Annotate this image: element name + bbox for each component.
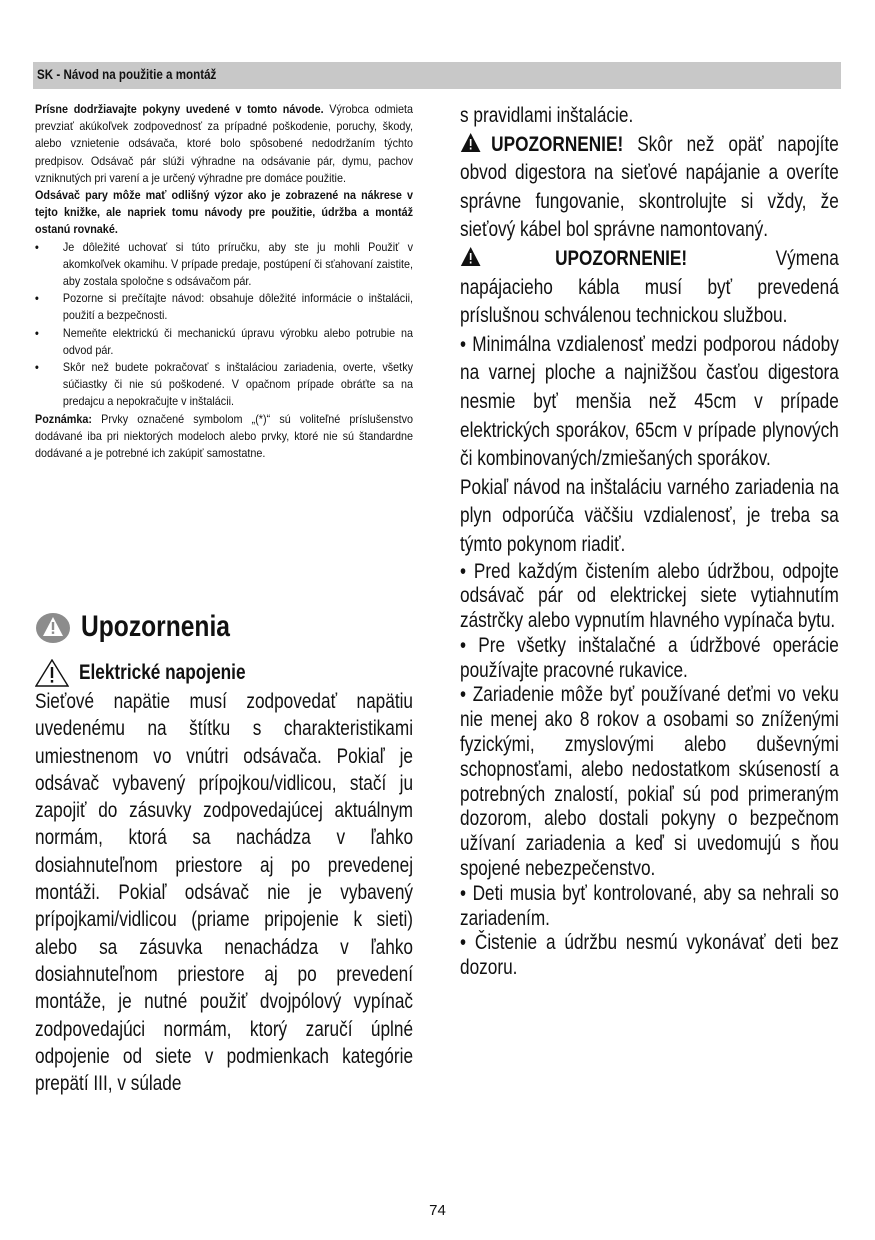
- warning-2: UPOZORNENIE! Výmena napájacieho kábla musí byť prevedená príslušnou schválenou technickou službou.: [460, 246, 839, 328]
- warning-icon: [460, 132, 481, 153]
- list-item: Pokiaľ návod na inštaláciu varného zariadenia na plyn odporúča väčšiu vzdialenosť, je treba sa týmto pokynom riadiť.: [460, 475, 839, 556]
- header-title: SK - Návod na použitie a montáž: [37, 67, 217, 82]
- intro-column: [35, 101, 413, 462]
- list-item: • Je dôležité uchovať si túto príručku, aby ste ju mohli Použiť v akomkoľvek okamihu. V prípade predaje, postúpení či sťahovaní zaistite, aby zostala spoločne s odsávačom pár.: [35, 239, 413, 291]
- intro-bullet-list: [35, 239, 413, 411]
- warning-circle-icon: [35, 610, 71, 646]
- list-item: • Minimálna vzdialenosť medzi podporou nádoby na varnej ploche a najnižšou časťou digestora nesmie byť menšia než 45cm v prípade elektrických sporákov, 65cm v prípade plynových či kombinovaných/zmiešaných sporákov.: [460, 332, 839, 471]
- list-item: • Pred každým čistením alebo údržbou, odpojte odsávač pár od elektrickej siete vytiahnutím zástrčky alebo vypnutím hlavného vypínača bytu.: [460, 559, 839, 633]
- warnings-heading: [35, 606, 413, 650]
- page-header: [33, 62, 841, 89]
- section-title: Upozornenia: [81, 610, 230, 643]
- list-item: • Pre všetky inštalačné a údržbové operácie používajte pracovné rukavice.: [460, 633, 839, 682]
- list-item: • Skôr než budete pokračovať s inštaláciou zariadenia, overte, všetky súčiastky či nie sú poškodené. V opačnom prípade obráťte sa na predajcu a nepokračujte v inštalácii.: [35, 359, 413, 411]
- continuation-text: s pravidlami inštalácie.: [460, 104, 634, 127]
- list-item: • Zariadenie môže byť používané deťmi vo veku nie menej ako 8 rokov a osobami so zníženými fyzickými, zmyslovými alebo duševnými schopnosťami, alebo nedostatkom skúseností a potrebných znalostí, pokiaľ sú pod primeraným dozorom, alebo dostali pokyny o bezpečnom užívaní zariadenia a keď si uvedomujú s ňou spojené nebezpečenstvo.: [460, 683, 839, 881]
- electrical-heading: [35, 659, 413, 689]
- warning-triangle-icon: [35, 659, 69, 687]
- right-column: [460, 102, 875, 981]
- subsection-title: Elektrické napojenie: [79, 661, 246, 684]
- electrical-body-text: Sieťové napätie musí zodpovedať napätiu uvedenému na štítku s charakteristikami umiestnenom vo vnútri odsávača. Pokiaľ je odsávač vybavený prípojkou/vidlicou, stačí ju zapojiť do zásuvky zodpovedajúcej aktuálnym normám, ktorá sa nachádza v ľahko dosiahnuteľnom priestore aj po prevedenej montáži. Pokiaľ odsávač nie je vybavený prípojkami/vidlicou (priame pripojenie k sieti) alebo sa zásuvka nenachádza v ľahko dosiahnuteľnom priestore aj po prevedení montáže, je nutné použiť dvojpólový vypínač zodpovedajúci normám, ktorý zaručí úplné odpojenie od siete v podmienkach kategórie prepätí III, v súlade: [35, 690, 414, 1096]
- list-item: • Pozorne si prečítajte návod: obsahuje dôležité informácie o inštalácii, použití a bezpečnosti.: [35, 290, 413, 324]
- list-item: • Deti musia byť kontrolované, aby sa nehrali so zariadením.: [460, 881, 839, 930]
- intro-paragraph-2: Odsávač pary môže mať odlišný výzor ako je zobrazené na nákrese v tejto knižke, ale napriek tomu návody pre použitie, údržba a montáž ostanú rovnaké.: [35, 188, 413, 237]
- page-number: 74: [429, 1202, 446, 1219]
- note-paragraph: Poznámka: Prvky označené symbolom „(*)“ sú voliteľné príslušenstvo dodávané iba pri niektorých modeloch alebo prvky, ktoré nie sú štandardne dodávané a je potrebné ich zakúpiť samostatne.: [35, 411, 413, 461]
- warning-1: UPOZORNENIE! Skôr než opäť napojíte obvod digestora na sieťové napájanie a overíte správne fungovanie, skontrolujte si vždy, že sieťový kábel bol správne namontovaný.: [460, 132, 839, 242]
- intro-paragraph-1: Prísne dodržiavajte pokyny uvedené v tomto návode. Výrobca odmieta prevziať akúkoľvek zodpovednosť za prípadné poškodenie, poruchy, škody, alebo vznietenie odsávača, ktoré bolo spôsobené nedodržaním týchto predpisov. Odsávač pár slúži výhradne na odsávanie pár, dymu, pachov vzniknutých pri varení a je určený výhradne pre domáce použitie.: [35, 102, 414, 185]
- list-item: • Nemeňte elektrickú či mechanickú úpravu výrobku alebo potrubie na odvod pár.: [35, 325, 413, 359]
- list-item: • Čistenie a údržbu nesmú vykonávať deti bez dozoru.: [460, 931, 839, 980]
- warning-icon: [460, 246, 481, 267]
